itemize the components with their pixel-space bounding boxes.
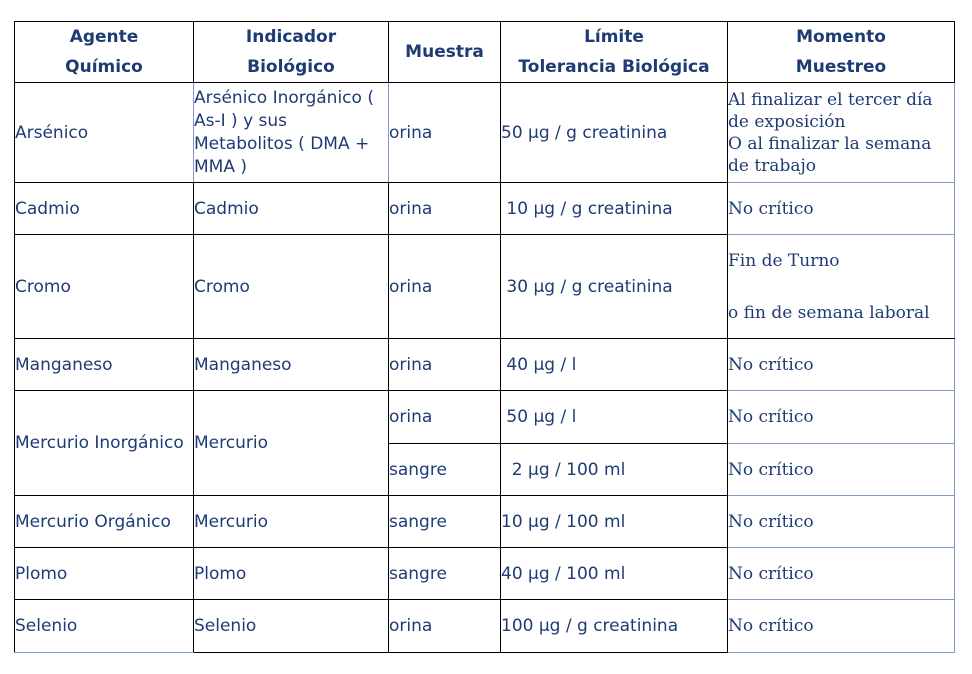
limite-cell: 10 µg / 100 ml bbox=[501, 496, 728, 548]
limite-cell: 2 µg / 100 ml bbox=[501, 444, 728, 496]
table-row bbox=[15, 496, 955, 548]
header-limite: Límite Tolerancia Biológica bbox=[501, 22, 728, 83]
agente-cell: Mercurio Inorgánico bbox=[15, 391, 194, 496]
momento-cell: No crítico bbox=[728, 600, 955, 653]
momento-cell: Fin de Turno o fin de semana laboral bbox=[728, 235, 955, 339]
momento-cell: No crítico bbox=[728, 496, 955, 548]
agente-cell: Arsénico bbox=[15, 83, 194, 183]
momento-cell: No crítico bbox=[728, 548, 955, 600]
indicador-cell: Arsénico Inorgánico ( As-I ) y sus Metabolitos ( DMA + MMA ) bbox=[194, 83, 389, 183]
momento-cell: No crítico bbox=[728, 391, 955, 444]
table-row bbox=[15, 391, 955, 444]
table-row bbox=[15, 183, 955, 235]
muestra-cell: orina bbox=[389, 183, 501, 235]
limite-cell: 50 µg / g creatinina bbox=[501, 83, 728, 183]
table-row bbox=[15, 235, 955, 339]
agente-cell: Mercurio Orgánico bbox=[15, 496, 194, 548]
indicador-cell: Cadmio bbox=[194, 183, 389, 235]
indicador-cell: Selenio bbox=[194, 600, 389, 653]
limite-cell: 100 µg / g creatinina bbox=[501, 600, 728, 653]
muestra-cell: orina bbox=[389, 83, 501, 183]
table-row bbox=[15, 83, 955, 183]
muestra-cell: sangre bbox=[389, 444, 501, 496]
muestra-cell: orina bbox=[389, 600, 501, 653]
indicador-cell: Mercurio bbox=[194, 496, 389, 548]
header-agente: Agente Químico bbox=[15, 22, 194, 83]
indicador-cell: Cromo bbox=[194, 235, 389, 339]
muestra-cell: sangre bbox=[389, 548, 501, 600]
header-muestra: Muestra bbox=[389, 22, 501, 83]
indicador-cell: Plomo bbox=[194, 548, 389, 600]
momento-cell: No crítico bbox=[728, 339, 955, 391]
indicador-cell: Mercurio bbox=[194, 391, 389, 496]
biological-limits-table bbox=[14, 21, 955, 653]
muestra-cell: orina bbox=[389, 339, 501, 391]
agente-cell: Selenio bbox=[15, 600, 194, 653]
agente-cell: Cromo bbox=[15, 235, 194, 339]
momento-cell: No crítico bbox=[728, 444, 955, 496]
table-row bbox=[15, 548, 955, 600]
header-momento: Momento Muestreo bbox=[728, 22, 955, 83]
header-row bbox=[15, 22, 955, 83]
indicador-cell: Manganeso bbox=[194, 339, 389, 391]
limite-cell: 40 µg / 100 ml bbox=[501, 548, 728, 600]
muestra-cell: orina bbox=[389, 235, 501, 339]
muestra-cell: orina bbox=[389, 391, 501, 444]
table-row bbox=[15, 600, 955, 653]
muestra-cell: sangre bbox=[389, 496, 501, 548]
table-row bbox=[15, 339, 955, 391]
limite-cell: 50 µg / l bbox=[501, 391, 728, 444]
momento-cell: Al finalizar el tercer día de exposición O al finalizar la semana de trabajo bbox=[728, 83, 955, 183]
agente-cell: Cadmio bbox=[15, 183, 194, 235]
agente-cell: Manganeso bbox=[15, 339, 194, 391]
agente-cell: Plomo bbox=[15, 548, 194, 600]
limite-cell: 10 µg / g creatinina bbox=[501, 183, 728, 235]
limite-cell: 40 µg / l bbox=[501, 339, 728, 391]
limite-cell: 30 µg / g creatinina bbox=[501, 235, 728, 339]
header-indicador: Indicador Biológico bbox=[194, 22, 389, 83]
momento-cell: No crítico bbox=[728, 183, 955, 235]
